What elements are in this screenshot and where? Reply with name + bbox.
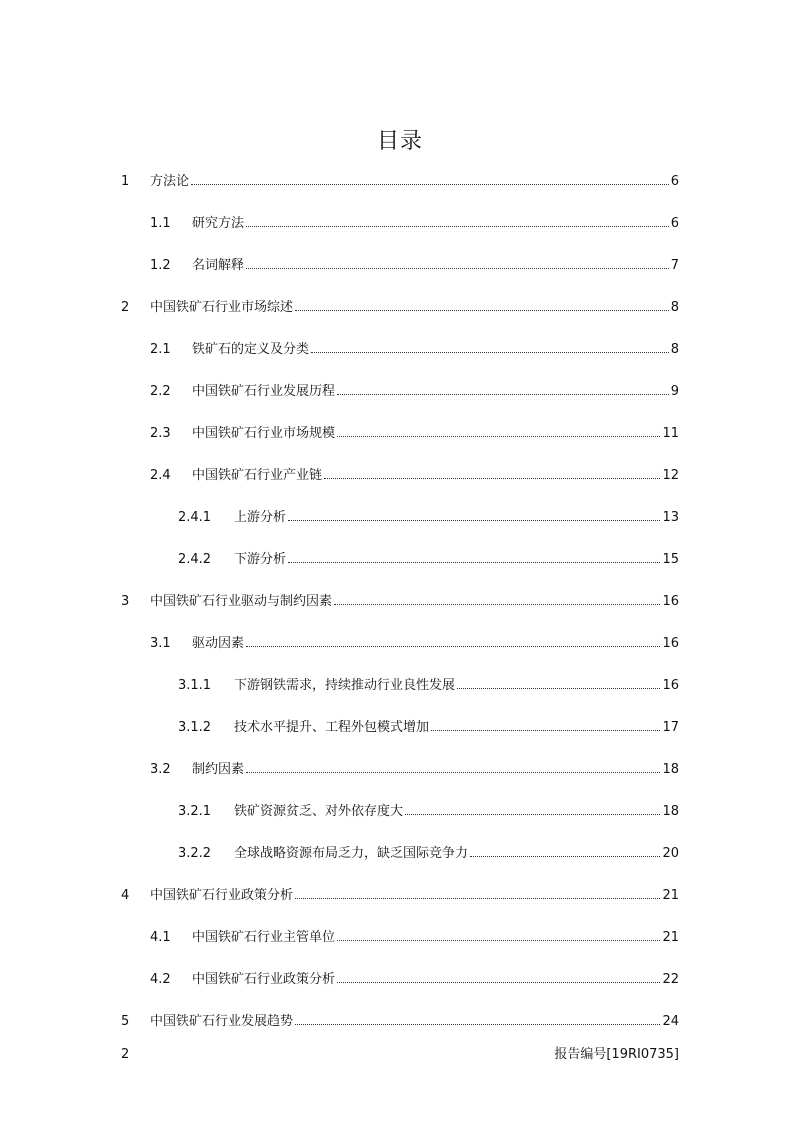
toc-entry[interactable] <box>0 214 800 234</box>
toc-entry-label: 方法论 <box>150 174 190 189</box>
toc-entry-label: 研究方法 <box>192 216 245 231</box>
toc-entry-number: 3.2.1 <box>178 804 212 819</box>
toc-entry-page: 21 <box>662 930 679 945</box>
toc-entry-page: 6 <box>670 174 679 189</box>
toc-entry-page: 13 <box>662 510 679 525</box>
toc-dot-leader <box>457 688 660 689</box>
toc-dot-leader <box>337 436 660 437</box>
toc-entry[interactable] <box>0 928 800 948</box>
toc-entry-number: 2.4.2 <box>178 552 212 567</box>
toc-entry[interactable] <box>0 256 800 276</box>
toc-entry[interactable] <box>0 340 800 360</box>
toc-entry[interactable] <box>0 508 800 528</box>
toc-entry-label: 中国铁矿石行业发展历程 <box>192 384 336 399</box>
toc-entry-label: 铁矿资源贫乏、对外依存度大 <box>234 804 404 819</box>
toc-dot-leader <box>337 982 660 983</box>
toc-entry-number: 3.2.2 <box>178 846 212 861</box>
toc-entry-page: 12 <box>662 468 679 483</box>
toc-entry-page: 11 <box>662 426 679 441</box>
toc-entry-label: 中国铁矿石行业市场综述 <box>150 300 294 315</box>
toc-dot-leader <box>334 604 660 605</box>
toc-dot-leader <box>246 646 660 647</box>
toc-dot-leader <box>191 184 669 185</box>
toc-entry-page: 18 <box>662 762 679 777</box>
toc-dot-leader <box>246 772 660 773</box>
toc-entry-page: 17 <box>662 720 679 735</box>
toc-entry-page: 8 <box>670 342 679 357</box>
toc-entry-label: 中国铁矿石行业驱动与制约因素 <box>150 594 333 609</box>
toc-entry-page: 8 <box>670 300 679 315</box>
toc-entry-page: 21 <box>662 888 679 903</box>
toc-entry-label: 名词解释 <box>192 258 245 273</box>
toc-entry-number: 4.1 <box>150 930 171 945</box>
toc-entry-number: 4 <box>121 888 130 903</box>
toc-entry[interactable] <box>0 172 800 192</box>
footer-report-id: 报告编号[19RI0735] <box>554 1047 679 1062</box>
toc-entry-number: 3.1.1 <box>178 678 212 693</box>
toc-entry-label: 技术水平提升、工程外包模式增加 <box>234 720 430 735</box>
toc-dot-leader <box>337 940 660 941</box>
toc-entry-number: 2.4 <box>150 468 171 483</box>
page-title: 目录 <box>376 129 423 154</box>
toc-entry-number: 2.4.1 <box>178 510 212 525</box>
toc-entry-number: 1.2 <box>150 258 171 273</box>
toc-entry-number: 5 <box>121 1014 130 1029</box>
toc-entry-page: 24 <box>662 1014 679 1029</box>
toc-entry-label: 中国铁矿石行业产业链 <box>192 468 323 483</box>
toc-entry-number: 3.1 <box>150 636 171 651</box>
toc-dot-leader <box>311 352 669 353</box>
toc-dot-leader <box>337 394 669 395</box>
toc-dot-leader <box>470 856 660 857</box>
toc-entry[interactable] <box>0 634 800 654</box>
toc-entry-label: 上游分析 <box>234 510 287 525</box>
toc-entry-number: 1 <box>121 174 130 189</box>
toc-entry[interactable] <box>0 760 800 780</box>
toc-entry-number: 2.3 <box>150 426 171 441</box>
toc-entry-label: 制约因素 <box>192 762 245 777</box>
toc-entry-number: 4.2 <box>150 972 171 987</box>
toc-entry[interactable] <box>0 844 800 864</box>
toc-dot-leader <box>246 268 669 269</box>
toc-entry-label: 中国铁矿石行业主管单位 <box>192 930 336 945</box>
toc-entry-page: 7 <box>670 258 679 273</box>
toc-entry-page: 22 <box>662 972 679 987</box>
toc-dot-leader <box>295 1024 660 1025</box>
toc-dot-leader <box>295 898 660 899</box>
toc-entry-label: 中国铁矿石行业发展趋势 <box>150 1014 294 1029</box>
toc-dot-leader <box>324 478 660 479</box>
toc-entry[interactable] <box>0 424 800 444</box>
toc-entry-label: 中国铁矿石行业政策分析 <box>192 972 336 987</box>
toc-entry-label: 铁矿石的定义及分类 <box>192 342 310 357</box>
toc-entry[interactable] <box>0 802 800 822</box>
toc-entry-page: 18 <box>662 804 679 819</box>
toc-dot-leader <box>288 562 660 563</box>
toc-entry-page: 6 <box>670 216 679 231</box>
toc-entry-number: 1.1 <box>150 216 171 231</box>
toc-entry[interactable] <box>0 970 800 990</box>
footer-page-number: 2 <box>121 1047 130 1062</box>
toc-entry-page: 9 <box>670 384 679 399</box>
toc-entry-number: 2.2 <box>150 384 171 399</box>
toc-entry-label: 下游钢铁需求，持续推动行业良性发展 <box>234 678 456 693</box>
toc-dot-leader <box>288 520 660 521</box>
toc-entry-page: 16 <box>662 636 679 651</box>
toc-dot-leader <box>405 814 660 815</box>
toc-dot-leader <box>246 226 669 227</box>
toc-entry[interactable] <box>0 886 800 906</box>
toc-entry[interactable] <box>0 718 800 738</box>
toc-entry[interactable] <box>0 1012 800 1032</box>
toc-entry-number: 2.1 <box>150 342 171 357</box>
toc-entry[interactable] <box>0 298 800 318</box>
toc-entry[interactable] <box>0 466 800 486</box>
toc-entry-page: 20 <box>662 846 679 861</box>
toc-entry-number: 3 <box>121 594 130 609</box>
toc-entry-label: 中国铁矿石行业政策分析 <box>150 888 294 903</box>
toc-entry-number: 3.2 <box>150 762 171 777</box>
toc-entry-page: 15 <box>662 552 679 567</box>
toc-entry[interactable] <box>0 382 800 402</box>
toc-entry[interactable] <box>0 592 800 612</box>
toc-entry-page: 16 <box>662 678 679 693</box>
toc-dot-leader <box>295 310 669 311</box>
toc-entry[interactable] <box>0 550 800 570</box>
toc-entry-label: 下游分析 <box>234 552 287 567</box>
toc-entry-label: 全球战略资源布局乏力，缺乏国际竞争力 <box>234 846 469 861</box>
toc-entry-number: 3.1.2 <box>178 720 212 735</box>
toc-entry-page: 16 <box>662 594 679 609</box>
toc-dot-leader <box>431 730 660 731</box>
toc-entry-number: 2 <box>121 300 130 315</box>
toc-entry-label: 驱动因素 <box>192 636 245 651</box>
toc-entry-label: 中国铁矿石行业市场规模 <box>192 426 336 441</box>
toc-entry[interactable] <box>0 676 800 696</box>
